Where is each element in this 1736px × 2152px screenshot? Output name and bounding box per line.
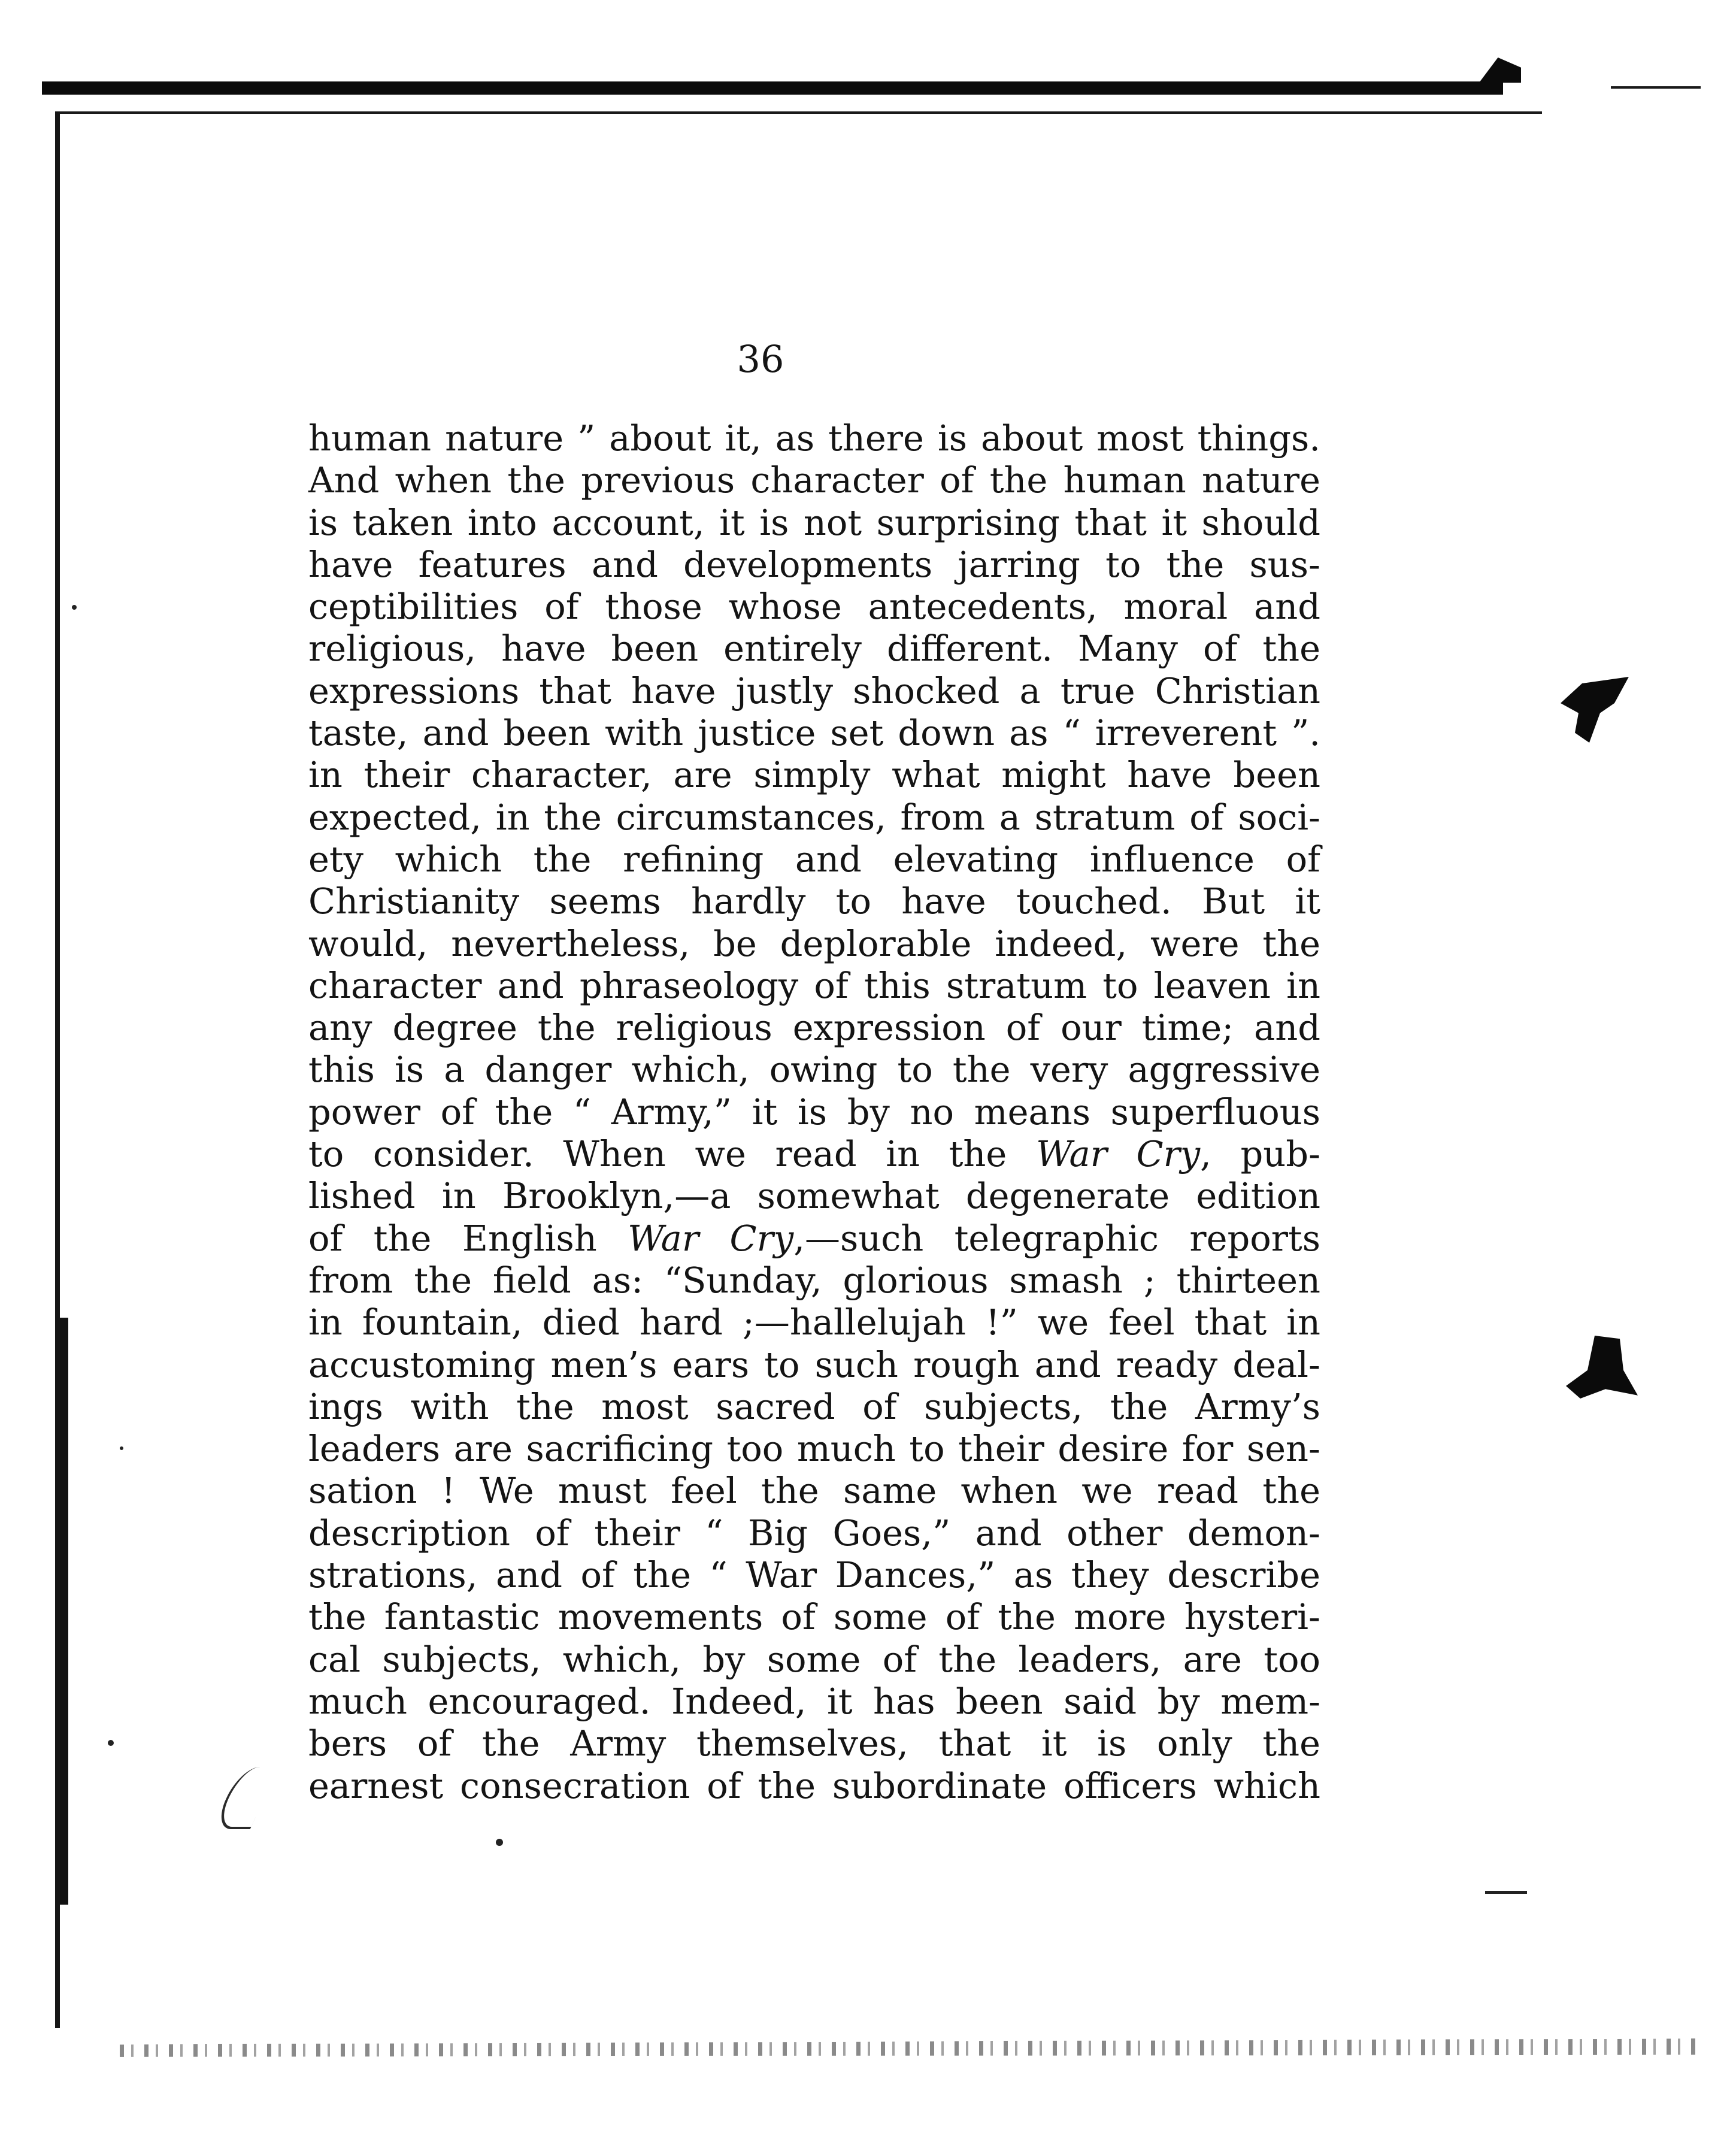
text-line: Christianity seems hardly to have touched. But it [308,880,1320,922]
left-binding-edge [55,111,60,2028]
text-line: ings with the most sacred of subjects, the Army’s [308,1385,1320,1427]
text-line: religious, have been entirely different. Many of the [308,628,1320,670]
text-line: taste, and been with justice set down as “ irreverent ”. [308,712,1320,754]
margin-dash [1485,1891,1527,1894]
margin-ink-blot [1566,1336,1638,1399]
text-fragment: of the English [308,1217,628,1259]
ink-speck [72,605,77,610]
ink-speck [120,1446,123,1450]
text-line: character and phraseology of this stratum to leaven in [308,964,1320,1006]
bottom-scan-noise [120,2036,1701,2057]
publication-title: War Cry [628,1217,794,1259]
top-thin-rule [57,111,1542,114]
text-line: ety which the refining and elevating influence of [308,838,1320,880]
text-line: lished in Brooklyn,—a somewhat degenerate edition [308,1175,1320,1217]
body-text [308,417,1320,1807]
text-line [308,1133,1320,1175]
text-line: bers of the Army themselves, that it is only the [308,1723,1320,1764]
text-line: would, nevertheless, be deplorable indeed, were the [308,922,1320,964]
text-line: accustoming men’s ears to such rough and ready deal- [308,1343,1320,1385]
page-number: 36 [737,337,784,381]
ink-speck [108,1740,114,1746]
text-fragment: , pub- [1200,1133,1320,1175]
text-fragment: ,—such telegraphic reports [793,1217,1321,1259]
text-line: human nature ” about it, as there is about most things. [308,417,1320,459]
text-line: the fantastic movements of some of the more hysteri- [308,1596,1320,1638]
text-line: And when the previous character of the human nature [308,459,1320,501]
text-line: strations, and of the “ War Dances,” as they describe [308,1554,1320,1596]
text-line: leaders are sacrificing too much to their desire for sen- [308,1428,1320,1470]
text-line: expected, in the circumstances, from a stratum of soci- [308,796,1320,838]
left-binding-shadow [60,1318,68,1905]
text-line: ceptibilities of those whose antecedents, moral and [308,586,1320,628]
text-line: from the field as: “Sunday, glorious smash ; thirteen [308,1259,1320,1301]
ink-speck [496,1839,503,1846]
text-line [308,1218,1320,1260]
top-right-rule [1611,86,1701,89]
text-fragment: to consider. When we read in the [308,1133,1036,1175]
text-line: this is a danger which, owing to the very aggressive [308,1049,1320,1091]
top-border-rule [42,81,1503,95]
text-line: have features and developments jarring to the sus- [308,543,1320,585]
margin-pencil-mark [212,1767,279,1829]
text-line: any degree the religious expression of our time; and [308,1007,1320,1049]
margin-ink-blot [1557,677,1629,743]
text-line: expressions that have justly shocked a true Christian [308,670,1320,712]
text-line: much encouraged. Indeed, it has been said by mem- [308,1680,1320,1722]
text-line: in their character, are simply what might have been [308,754,1320,796]
text-line: cal subjects, which, by some of the leaders, are too [308,1638,1320,1680]
text-line: earnest consecration of the subordinate officers which [308,1764,1320,1806]
text-line: description of their “ Big Goes,” and other demon- [308,1512,1320,1554]
text-line: is taken into account, it is not surprising that it should [308,501,1320,543]
publication-title: War Cry [1035,1133,1201,1175]
text-line: power of the “ Army,” it is by no means superfluous [308,1091,1320,1133]
text-line: sation ! We must feel the same when we read the [308,1470,1320,1512]
top-border-tab [1479,57,1521,83]
text-line: in fountain, died hard ;—hallelujah !” we feel that in [308,1302,1320,1343]
